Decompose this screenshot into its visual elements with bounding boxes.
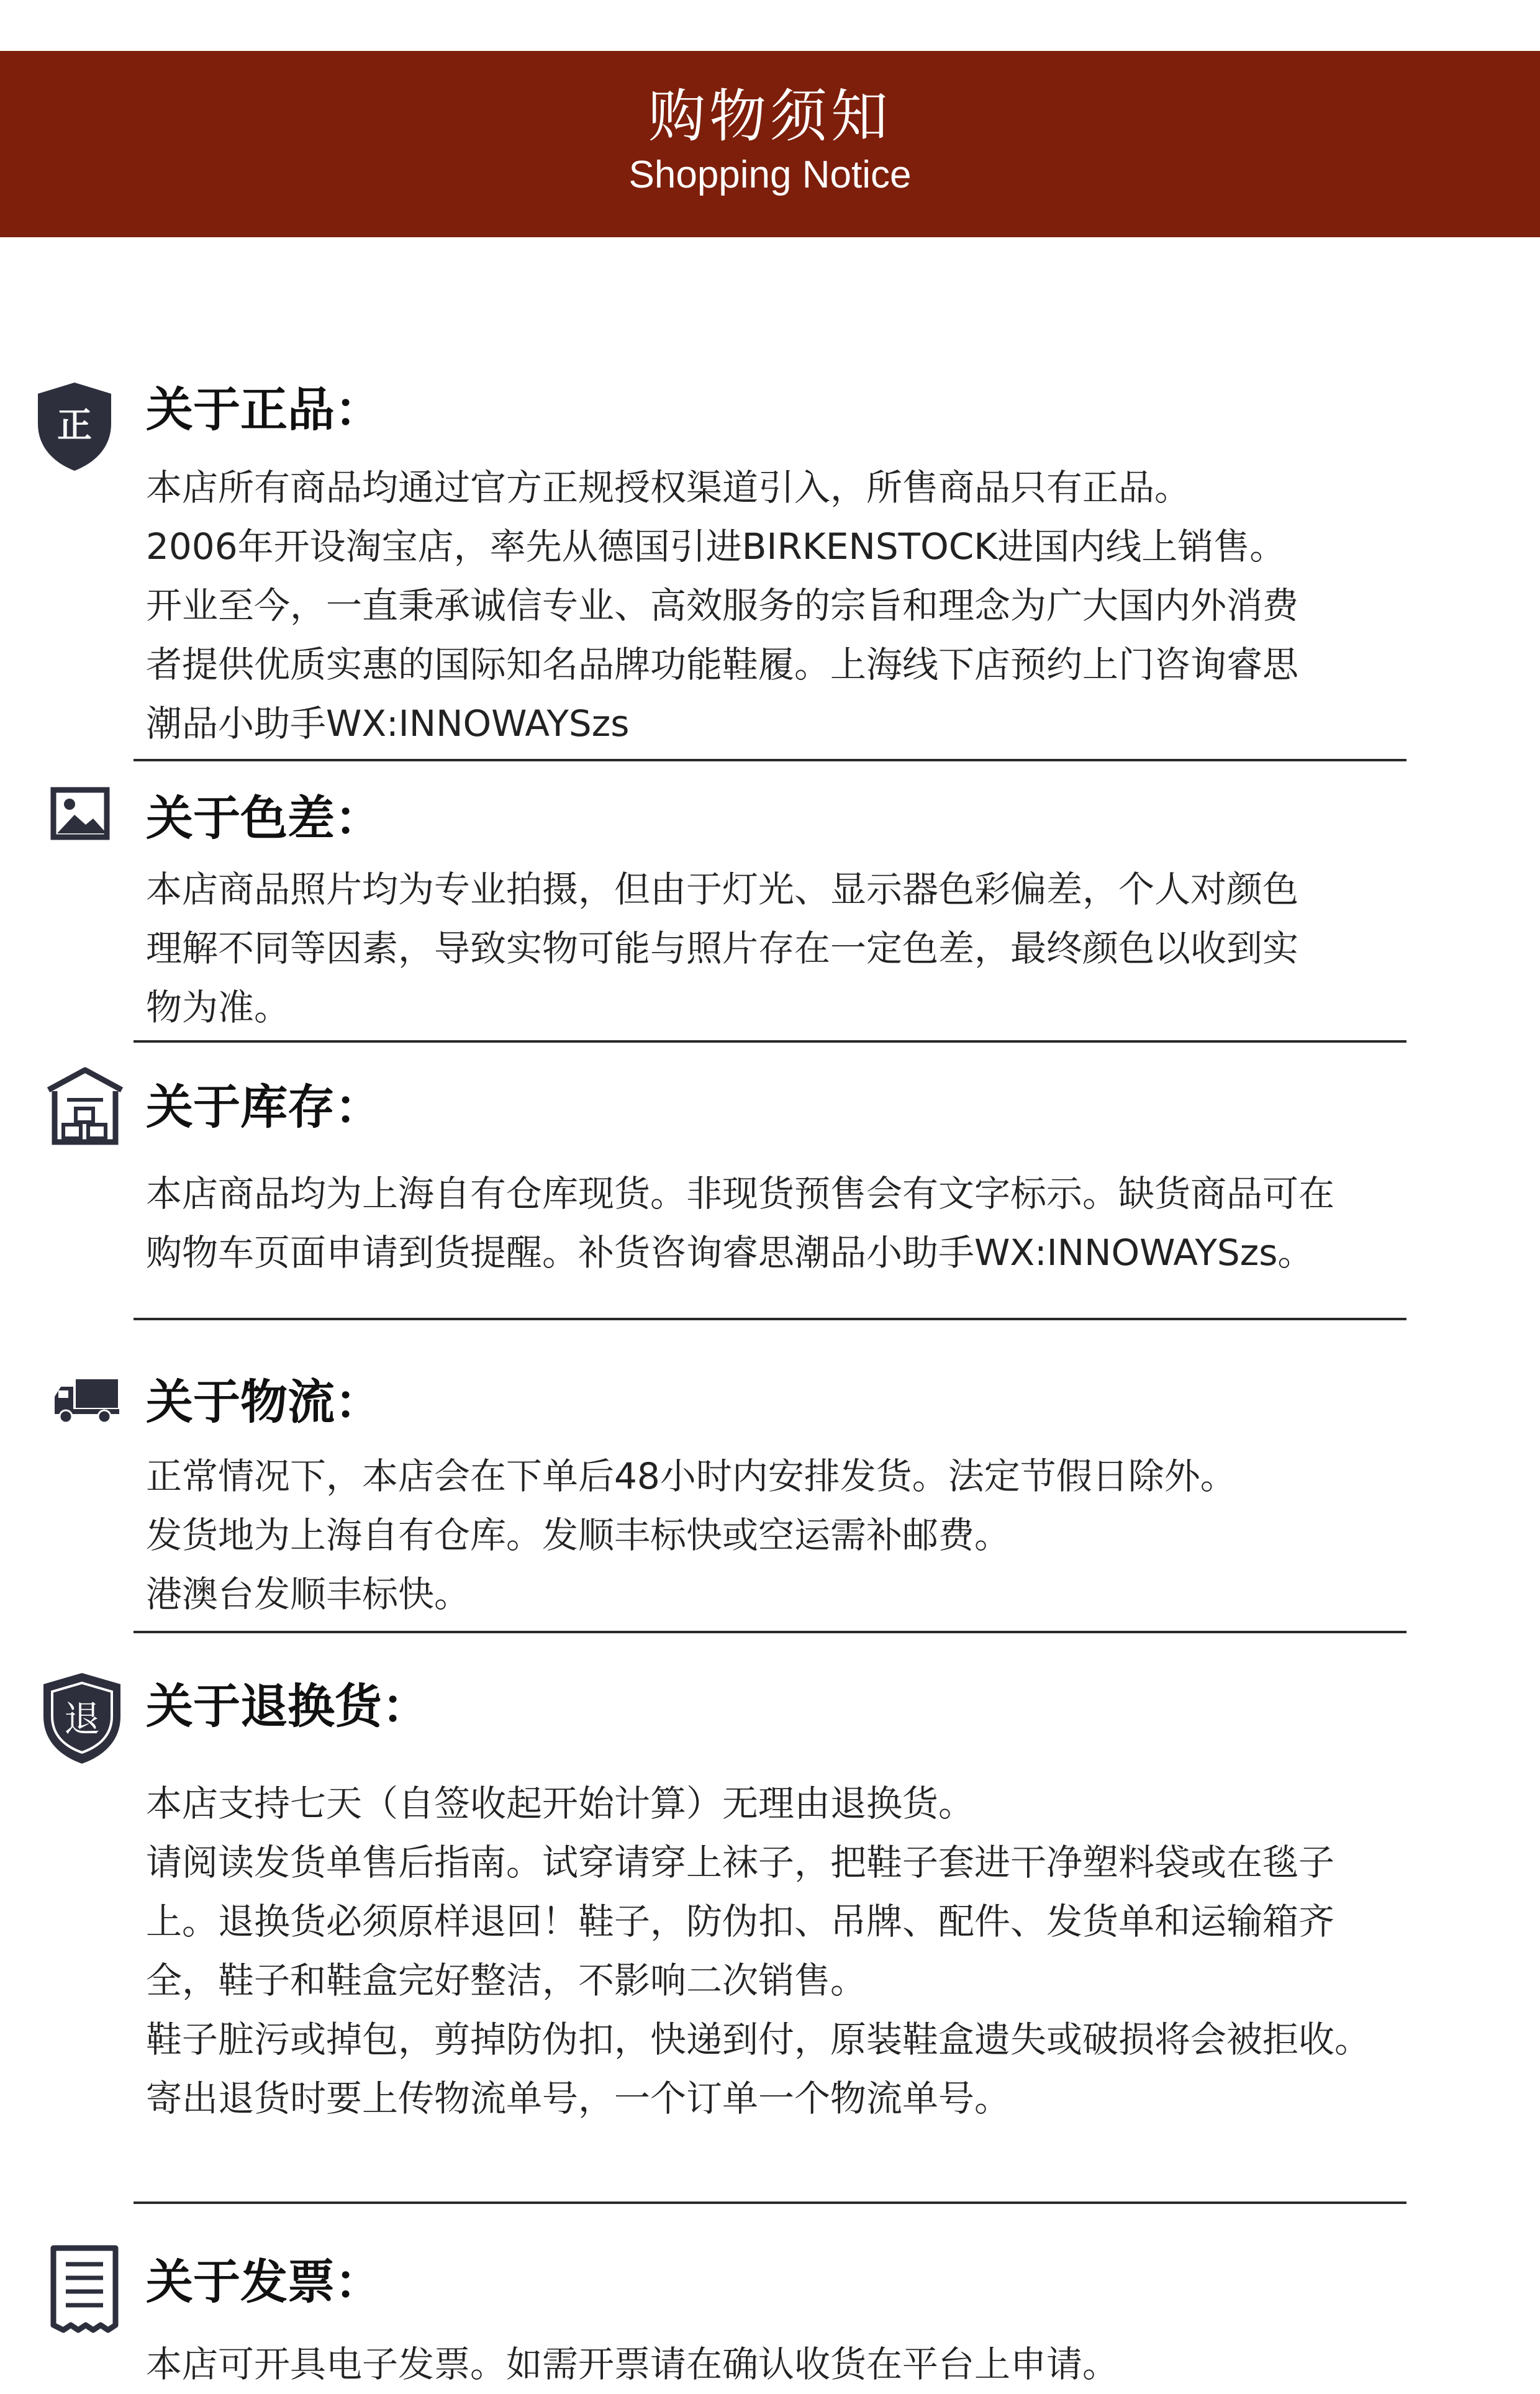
divider	[134, 1631, 1406, 1633]
text-line: 开业至今，一直秉承诚信专业、高效服务的宗旨和理念为广大国内外消费	[146, 584, 1299, 627]
text-line: 发货地为上海自有仓库。发顺丰标快或空运需补邮费。	[146, 1514, 1011, 1556]
text-line: 本店商品照片均为专业拍摄，但由于灯光、显示器色彩偏差，个人对颜色	[146, 868, 1299, 910]
receipt-icon	[47, 2243, 122, 2333]
section-text-color	[146, 860, 1475, 1037]
text-line: 上。退换货必须原样退回！鞋子，防伪扣、吊牌、配件、发货单和运输箱齐	[146, 1900, 1335, 1943]
page-subtitle: Shopping Notice	[628, 153, 912, 196]
text-line: 理解不同等因素，导致实物可能与照片存在一定色差，最终颜色以收到实	[146, 927, 1299, 969]
divider	[134, 2201, 1406, 2204]
text-line: 本店可开具电子发票。如需开票请在确认收货在平台上申请。	[146, 2343, 1119, 2385]
section-text-returns	[146, 1774, 1475, 2128]
text-line: 购物车页面申请到货提醒。补货咨询睿思潮品小助手WX:INNOWAYSzs。	[146, 1231, 1314, 1274]
section-text-logistics	[146, 1447, 1475, 1624]
divider	[134, 1040, 1406, 1043]
section-heading-invoice: 关于发票：	[146, 2254, 382, 2310]
section-text-genuine	[146, 458, 1475, 753]
divider	[134, 1318, 1406, 1320]
section-text-stock	[146, 1164, 1475, 1282]
section-heading-genuine: 关于正品：	[146, 382, 382, 437]
warehouse-icon	[45, 1065, 125, 1146]
text-line: 鞋子脏污或掉包，剪掉防伪扣，快递到付，原装鞋盒遗失或破损将会被拒收。	[146, 2018, 1371, 2061]
text-line: 本店所有商品均通过官方正规授权渠道引入，所售商品只有正品。	[146, 466, 1191, 509]
text-line: 物为准。	[146, 986, 291, 1028]
text-line: 者提供优质实惠的国际知名品牌功能鞋履。上海线下店预约上门咨询睿思	[146, 643, 1299, 686]
text-line: 寄出退货时要上传物流单号，一个订单一个物流单号。	[146, 2077, 1011, 2120]
section-heading-stock: 关于库存：	[146, 1079, 382, 1135]
return-shield-icon	[38, 1671, 125, 1767]
text-line: 本店商品均为上海自有仓库现货。非现货预售会有文字标示。缺货商品可在	[146, 1172, 1335, 1215]
section-heading-logistics: 关于物流：	[146, 1374, 382, 1430]
header-banner	[0, 51, 1540, 237]
section-heading-color: 关于色差：	[146, 791, 382, 846]
text-line: 2006年开设淘宝店，率先从德国引进BIRKENSTOCK进国内线上销售。	[146, 525, 1286, 568]
text-line: 本店支持七天（自签收起开始计算）无理由退换货。	[146, 1782, 975, 1825]
text-line: 潮品小助手WX:INNOWAYSzs	[146, 702, 630, 745]
divider	[134, 759, 1406, 761]
text-line: 请阅读发货单售后指南。试穿请穿上袜子，把鞋子套进干净塑料袋或在毯子	[146, 1841, 1335, 1884]
text-line: 全，鞋子和鞋盒完好整洁，不影响二次销售。	[146, 1959, 867, 2002]
genuine-icon-glyph: 正	[57, 406, 92, 446]
section-text-invoice	[146, 2335, 1475, 2394]
image-icon	[50, 784, 112, 846]
text-line: 港澳台发顺丰标快。	[146, 1573, 471, 1615]
return-icon-glyph: 退	[63, 1698, 101, 1740]
delivery-truck-icon	[51, 1376, 120, 1425]
genuine-shield-icon	[34, 380, 115, 473]
page-title: 购物须知	[648, 83, 892, 150]
section-heading-returns: 关于退换货：	[146, 1679, 429, 1734]
text-line: 正常情况下，本店会在下单后48小时内安排发货。法定节假日除外。	[146, 1455, 1236, 1497]
